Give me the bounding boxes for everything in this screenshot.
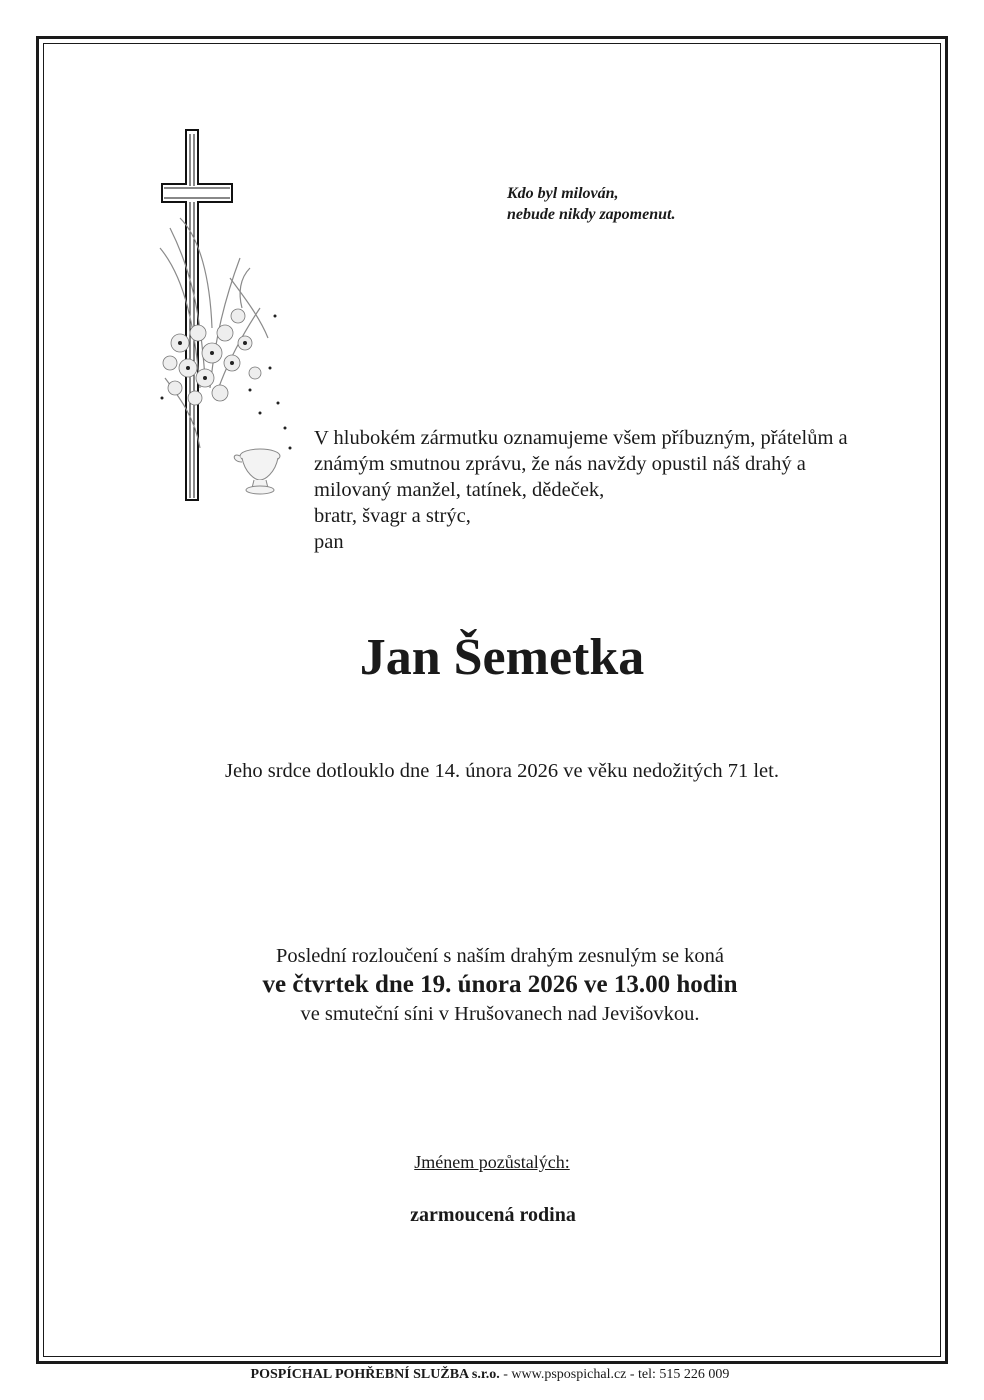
footer-contact: - www.pspospichal.cz - tel: 515 226 009 [499,1367,730,1382]
cross-with-flowers-icon [150,128,310,508]
deceased-name: Jan Šemetka [359,629,645,686]
intro-line-3: milovaný manžel, tatínek, dědeček, [314,479,605,501]
intro-line-5: pan [314,531,344,553]
funeral-line-1: Poslední rozloučení s naším drahým zesnulým se koná [275,945,725,967]
motto-line-2: nebude nikdy zapomenut. [507,206,676,223]
intro-line-4: bratr, švagr a strýc, [314,505,471,527]
behalf-label-text: Jménem pozůstalých: [414,1152,570,1172]
motto-line-1: Kdo byl milován, [507,185,619,202]
intro-text [314,425,944,555]
behalf-label [0,1150,984,1174]
funeral-datetime: ve čtvrtek dne 19. února 2026 ve 13.00 hodin [262,971,738,998]
intro-line-2: známým smutnou zprávu, že nás navždy opustil náš drahý a [314,453,806,475]
intro-line-1: V hlubokém zármutku oznamujeme všem příbuzným, přátelům a [314,427,848,449]
family-label: zarmoucená rodina [410,1204,576,1226]
footer [0,1366,980,1384]
death-notice: Jeho srdce dotlouklo dne 14. února 2026 ve věku nedožitých 71 let. [225,760,779,782]
funeral-info [0,942,984,1028]
funeral-location: ve smuteční síni v Hrušovanech nad Jevišovkou. [300,1003,700,1025]
motto [507,183,675,225]
footer-company: POSPÍCHAL POHŘEBNÍ SLUŽBA s.r.o. [250,1367,500,1382]
